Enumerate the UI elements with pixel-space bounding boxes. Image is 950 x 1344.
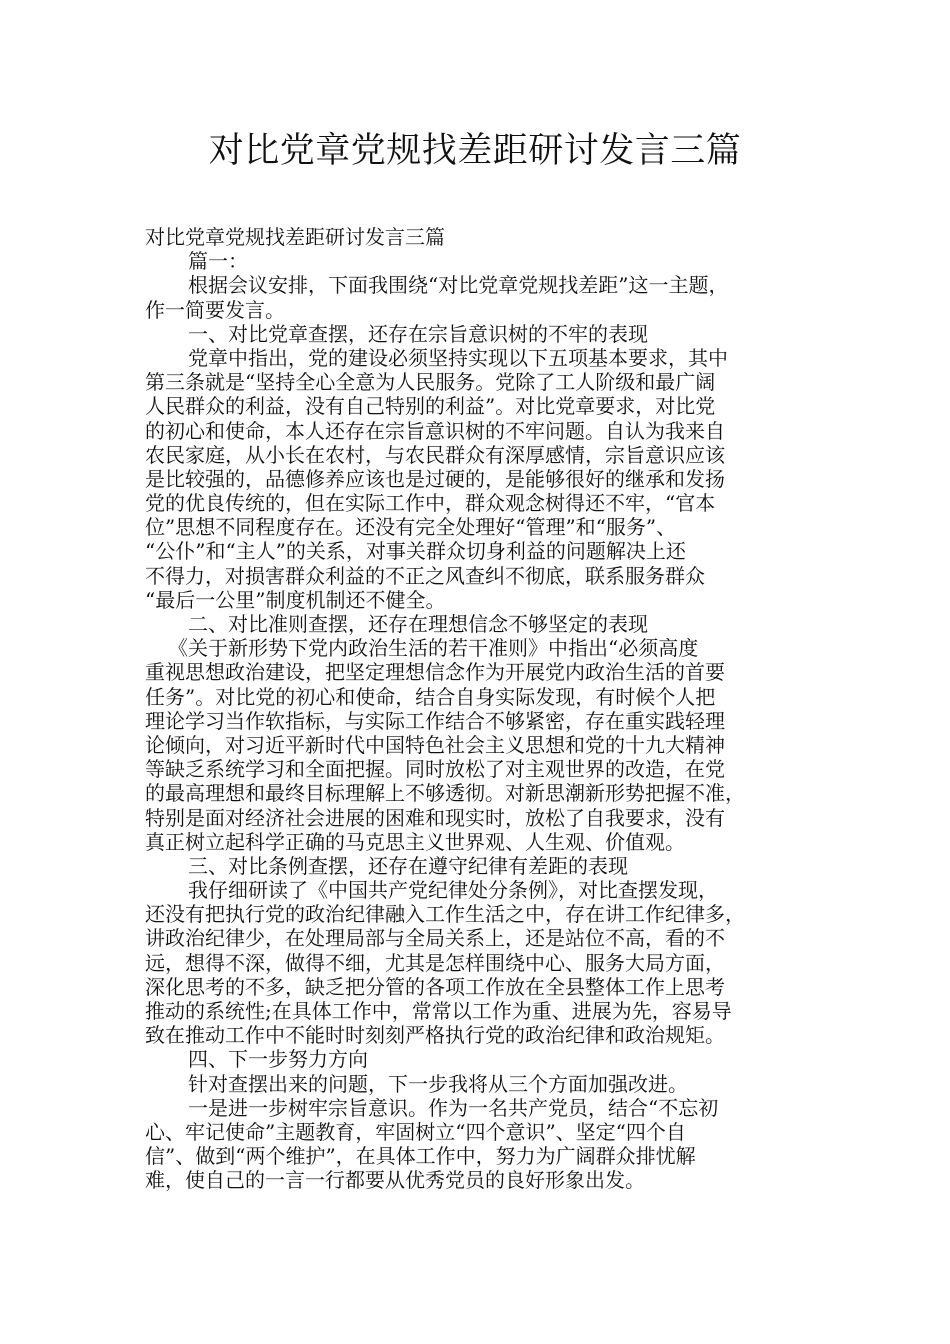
body-line-section-heading: 二、对比准则查摆，还存在理想信念不够坚定的表现 — [188, 612, 648, 636]
body-line: 《关于新形势下党内政治生活的若干准则》中指出“必须高度 — [168, 636, 699, 661]
body-line: 致在推动工作中不能时时刻刻严格执行党的政治纪律和政治规矩。 — [145, 1023, 725, 1048]
body-line: 第三条就是“坚持全心全意为人民服务。党除了工人阶级和最广阔 — [145, 370, 716, 395]
body-line: 论倾向，对习近平新时代中国特色社会主义思想和党的十九大精神 — [145, 732, 725, 757]
body-line: 难，使自己的一言一行都要从优秀党员的良好形象出发。 — [145, 1168, 645, 1193]
body-line: 针对查摆出来的问题，下一步我将从三个方面加强改进。 — [188, 1071, 688, 1096]
body-line: 远，想得不深，做得不细，尤其是怎样围绕中心、服务大局方面， — [145, 950, 725, 975]
body-line: 理论学习当作软指标，与实际工作结合不够紧密，存在重实践轻理 — [145, 708, 725, 733]
body-line: 根据会议安排，下面我围绕“对比党章党规找差距”这一主题， — [188, 273, 729, 298]
body-line: 重视思想政治建设，把坚定理想信念作为开展党内政治生活的首要 — [145, 660, 725, 685]
body-line: 农民家庭，从小长在农村，与农民群众有深厚感情，宗旨意识应该 — [145, 442, 725, 467]
body-line: 特别是面对经济社会进展的困难和现实时，放松了自我要求，没有 — [145, 805, 725, 830]
body-line: 是比较强的，品德修养应该也是过硬的，是能够很好的继承和发扬 — [145, 466, 725, 491]
body-line: 讲政治纪律少，在处理局部与全局关系上，还是站位不高，看的不 — [145, 926, 725, 951]
body-line: 不得力，对损害群众利益的不正之风查纠不彻底，联系服务群众 — [145, 563, 705, 588]
body-line-subtitle: 对比党章党规找差距研讨发言三篇 — [145, 225, 445, 249]
body-line: 还没有把执行党的政治纪律融入工作生活之中，存在讲工作纪律多， — [145, 902, 745, 927]
body-line: 等缺乏系统学习和全面把握。同时放松了对主观世界的改造，在党 — [145, 757, 725, 782]
body-line: 一是进一步树牢宗旨意识。作为一名共产党员，结合“不忘初 — [188, 1095, 719, 1120]
body-line: 推动的系统性;在具体工作中，常常以工作为重、进展为先，容易导 — [145, 999, 732, 1023]
body-line: 党的优良传统的，但在实际工作中，群众观念树得还不牢，“官本 — [145, 491, 716, 516]
body-line-section-heading: 三、对比条例查摆，还存在遵守纪律有差距的表现 — [188, 853, 628, 878]
body-line: 我仔细研读了《中国共产党纪律处分条例》，对比查摆发现， — [188, 878, 718, 903]
document-title: 对比党章党规找差距研讨发言三篇 — [208, 131, 742, 171]
body-line: 的初心和使命，本人还存在宗旨意识树的不牢问题。自认为我来自 — [145, 418, 725, 443]
body-line: 党章中指出，党的建设必须坚持实现以下五项基本要求，其中 — [188, 345, 728, 370]
body-line: 心、牢记使命”主题教育，牢固树立“四个意识”、坚定“四个自 — [145, 1119, 686, 1144]
body-line-part-heading: 篇一： — [188, 249, 248, 274]
body-line: 深化思考的不多，缺乏把分管的各项工作放在全县整体工作上思考 — [145, 974, 725, 999]
body-line: “公仆”和“主人”的关系，对事关群众切身利益的问题解决上还 — [145, 539, 686, 564]
body-line: 的最高理想和最终目标理解上不够透彻。对新思潮新形势把握不准， — [145, 781, 745, 806]
body-line: 真正树立起科学正确的马克思主义世界观、人生观、价值观。 — [145, 829, 685, 854]
body-line: 人民群众的利益，没有自己特别的利益”。对比党章要求，对比党 — [145, 394, 716, 419]
body-line-section-heading: 一、对比党章查摆，还存在宗旨意识树的不牢的表现 — [188, 321, 648, 346]
body-line: “最后一公里”制度机制还不健全。 — [145, 587, 446, 612]
body-line: 信”、做到“两个维护”，在具体工作中，努力为广阔群众排忧解 — [145, 1144, 696, 1169]
body-line-section-heading: 四、下一步努力方向 — [188, 1047, 368, 1072]
body-line: 位”思想不同程度存在。还没有完全处理好“管理”和“服务”、 — [145, 515, 677, 540]
body-line: 任务”。对比党的初心和使命，结合自身实际发现，有时候个人把 — [145, 684, 716, 709]
body-line: 作一简要发言。 — [145, 297, 285, 322]
document-body — [145, 225, 810, 1193]
